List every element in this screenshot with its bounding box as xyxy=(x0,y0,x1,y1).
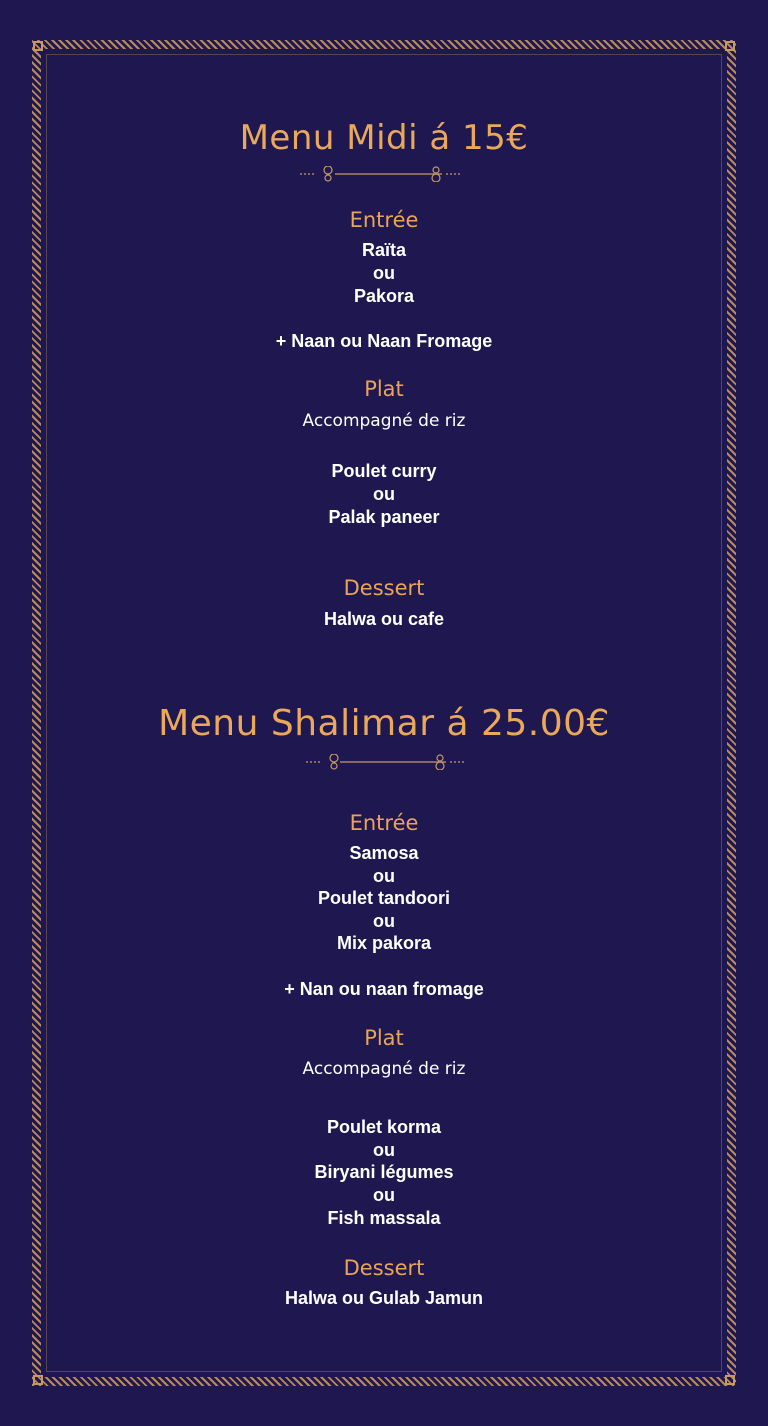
menu-item-separator: ou xyxy=(373,263,395,283)
menu-item-separator: ou xyxy=(373,911,395,931)
menu-item: Raïta xyxy=(361,240,406,260)
section-heading-dessert: Dessert xyxy=(343,576,425,600)
menu-item-separator: ou xyxy=(373,484,395,504)
flourish-divider-icon xyxy=(0,754,768,770)
plat-note: Accompagné de riz xyxy=(302,1059,466,1079)
menu-item: Halwa ou cafe xyxy=(323,609,445,629)
menu-item: Samosa xyxy=(349,843,419,863)
menu-item: Biryani légumes xyxy=(314,1162,454,1182)
menu-item: Poulet korma xyxy=(326,1117,442,1137)
corner-ornament-top-left xyxy=(33,41,43,51)
menu-item: Poulet curry xyxy=(331,461,437,481)
section-heading-plat: Plat xyxy=(364,1026,404,1050)
menu-item: Poulet tandoori xyxy=(318,888,450,908)
section-heading-plat: Plat xyxy=(364,377,404,401)
corner-ornament-bottom-left xyxy=(33,1375,43,1385)
menu-item-extra: + Nan ou naan fromage xyxy=(284,979,484,999)
menu-item: Mix pakora xyxy=(336,933,432,953)
menu-item: Palak paneer xyxy=(328,507,440,527)
plat-note: Accompagné de riz xyxy=(302,411,466,431)
section-heading-dessert: Dessert xyxy=(343,1256,425,1280)
menu-item-separator: ou xyxy=(373,1185,395,1205)
menu-item-separator: ou xyxy=(373,866,395,886)
menu-item-extra: + Naan ou Naan Fromage xyxy=(275,331,493,351)
flourish-divider-icon xyxy=(0,166,768,182)
section-heading-entree: Entrée xyxy=(349,208,419,232)
corner-ornament-bottom-right xyxy=(725,1375,735,1385)
menu-item: Fish massala xyxy=(327,1208,441,1228)
section-heading-entree: Entrée xyxy=(349,811,419,835)
corner-ornament-top-right xyxy=(725,41,735,51)
menu-item: Pakora xyxy=(353,286,415,306)
menu-item-separator: ou xyxy=(373,1140,395,1160)
menu-title: Menu Shalimar á 25.00€ xyxy=(158,703,610,744)
menu-item: Halwa ou Gulab Jamun xyxy=(284,1288,484,1308)
menu-title: Menu Midi á 15€ xyxy=(239,118,529,158)
